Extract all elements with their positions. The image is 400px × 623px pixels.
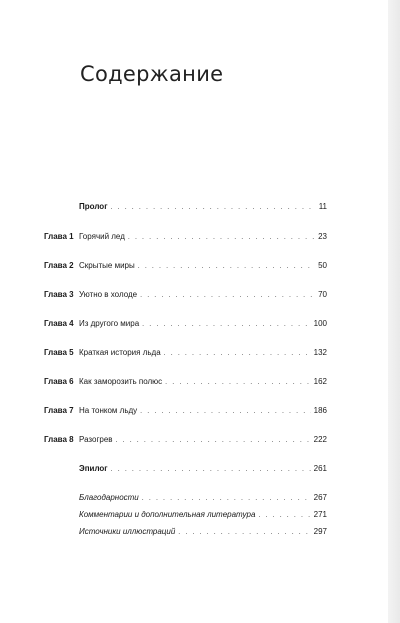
page-number: 267 [313,493,327,502]
entry-title: Как заморозить полюс [79,377,163,386]
leader-dots [164,347,311,361]
page-number: 100 [313,319,327,328]
entry-title: На тонком льду [79,406,138,415]
toc-entry-chapter-6[interactable] [0,375,400,389]
leader-dots [111,463,311,477]
leader-dots [111,201,316,215]
entry-title: Скрытые миры [79,261,135,270]
page-number: 50 [318,261,327,270]
page-number: 271 [313,510,327,519]
chapter-number: Глава 1 [44,232,74,241]
leader-dots [142,318,311,332]
entry-title: Горячий лед [79,232,125,241]
toc-entry-epilogue[interactable] [0,462,400,476]
leader-dots [258,509,310,523]
toc-entry-chapter-3[interactable] [0,288,400,302]
leader-dots [142,492,311,506]
toc-entry-chapter-4[interactable] [0,317,400,331]
leader-dots [128,231,315,245]
page-number: 23 [318,232,327,241]
entry-title: Из другого мира [79,319,140,328]
chapter-number: Глава 2 [44,261,74,270]
toc-entry-chapter-8[interactable] [0,433,400,447]
toc-entry-chapter-7[interactable] [0,404,400,418]
chapter-number: Глава 4 [44,319,74,328]
toc-entry-prologue[interactable] [0,200,400,214]
entry-title: Источники иллюстраций [79,527,176,536]
page-number: 222 [313,435,327,444]
page-number: 132 [313,348,327,357]
entry-title: Комментарии и дополнительная литература [79,510,256,519]
page-number: 261 [313,464,327,473]
chapter-number: Глава 8 [44,435,74,444]
chapter-number: Глава 7 [44,406,74,415]
leader-dots [140,405,310,419]
page-number: 11 [318,202,327,211]
toc-entry-chapter-1[interactable] [0,230,400,244]
toc-entry-notes[interactable] [0,508,400,522]
page-number: 186 [313,406,327,415]
entry-title: Разогрев [79,435,113,444]
leader-dots [165,376,310,390]
chapter-number: Глава 3 [44,290,74,299]
page-title: Содержание [80,62,224,86]
entry-title: Краткая история льда [79,348,161,357]
leader-dots [116,434,311,448]
entry-title: Благодарности [79,493,139,502]
entry-title: Эпилог [79,464,108,473]
toc-entry-chapter-5[interactable] [0,346,400,360]
leader-dots [138,260,315,274]
toc-entry-illustration-sources[interactable] [0,525,400,539]
chapter-number: Глава 5 [44,348,74,357]
page-number: 297 [313,527,327,536]
page-number: 70 [318,290,327,299]
chapter-number: Глава 6 [44,377,74,386]
leader-dots [178,526,310,540]
toc-entry-chapter-2[interactable] [0,259,400,273]
toc-entry-acknowledgements[interactable] [0,491,400,505]
entry-title: Уютно в холоде [79,290,138,299]
leader-dots [140,289,315,303]
entry-title: Пролог [79,202,108,211]
page-number: 162 [313,377,327,386]
